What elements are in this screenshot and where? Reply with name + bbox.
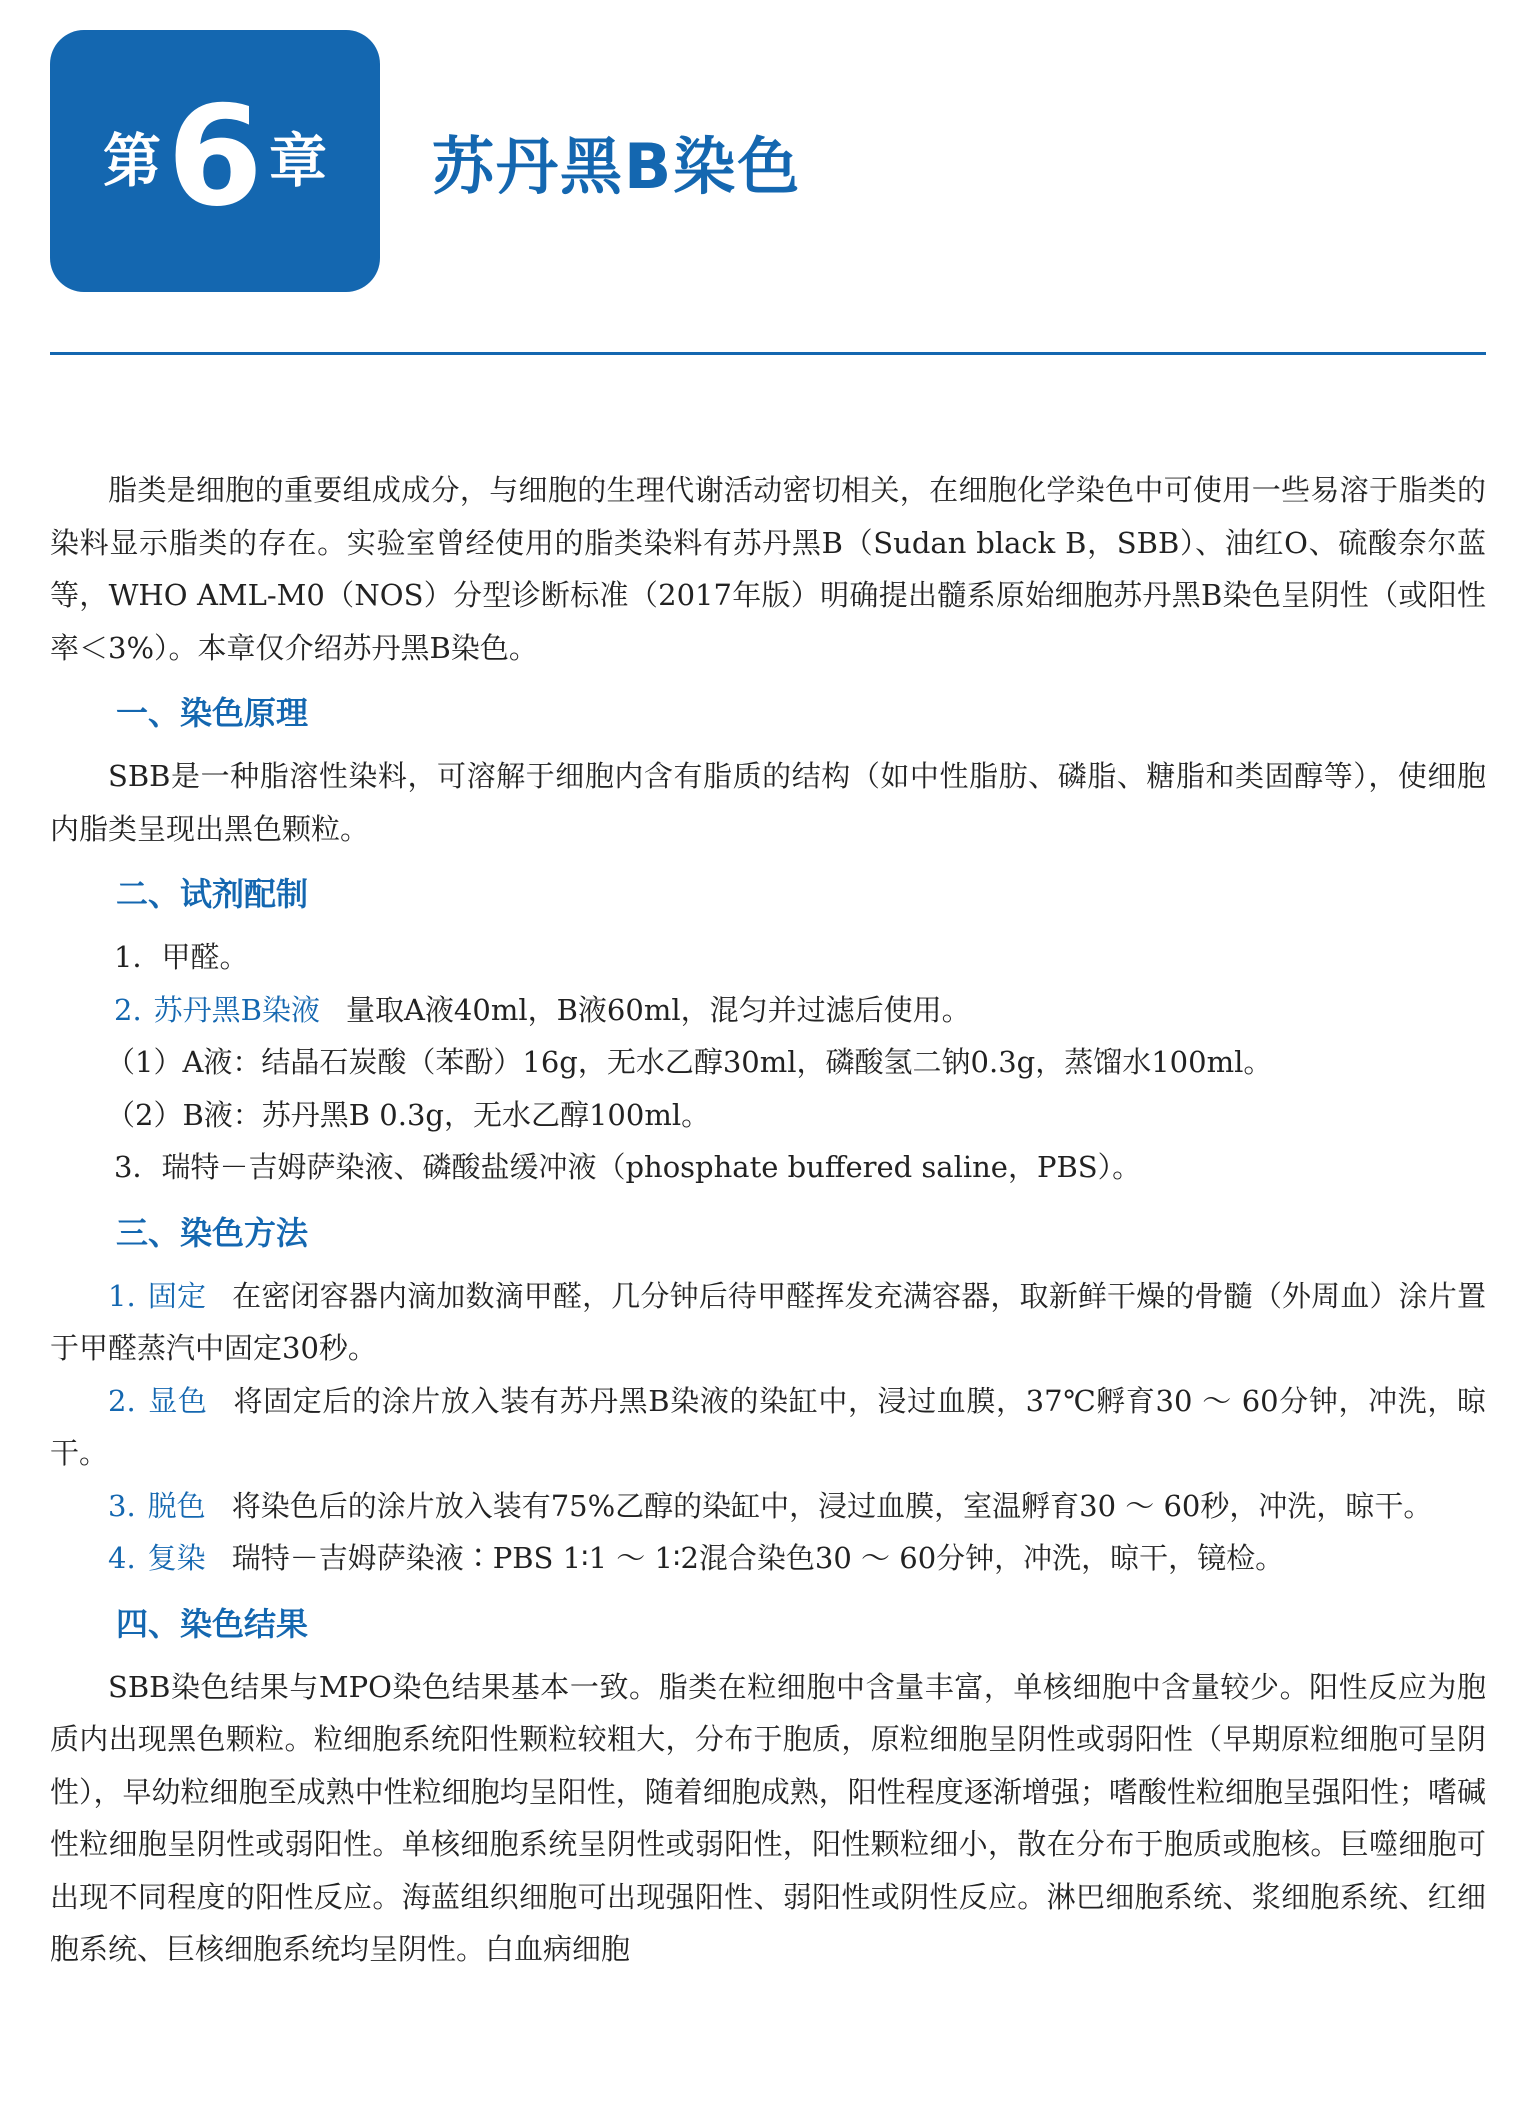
- step-number: 2.: [108, 1383, 136, 1418]
- step-title: 显色: [147, 1383, 208, 1418]
- page-body: [50, 464, 1486, 1976]
- step-number: 4.: [108, 1541, 136, 1575]
- step-title: 脱色: [147, 1488, 206, 1523]
- results-paragraph: SBB染色结果与MPO染色结果基本一致。脂类在粒细胞中含量丰富，单核细胞中含量较少。阳性反应为胞质内出现黑色颗粒。粒细胞系统阳性颗粒较粗大，分布于胞质，原粒细胞呈阴性或弱阳性（早期原粒细胞可呈阴性），早幼粒细胞至成熟中性粒细胞均呈阳性，随着细胞成熟，阳性程度逐渐增强；嗜酸性粒细胞呈强阳性；嗜碱性粒细胞呈阴性或弱阳性。单核细胞系统呈阴性或弱阳性，阳性颗粒细小，散在分布于胞质或胞核。巨噬细胞可出现不同程度的阳性反应。海蓝组织细胞可出现强阳性、弱阳性或阴性反应。淋巴细胞系统、浆细胞系统、红细胞系统、巨核细胞系统均呈阴性。白血病细胞: [50, 1669, 1486, 1966]
- chapter-prefix: 第: [102, 127, 161, 195]
- section-heading-reagents: 二、试剂配制: [116, 875, 309, 913]
- reagent-item-2-number: 2.: [114, 992, 142, 1027]
- reagent-item-2: [50, 984, 1486, 1037]
- step-text: 瑞特－吉姆萨染液∶PBS 1∶1 ～ 1∶2混合染色30 ～ 60分钟，冲洗，晾干，镜检。: [231, 1541, 1285, 1575]
- chapter-number: 6: [166, 76, 264, 237]
- reagent-item-2-text: 量取A液40ml，B液60ml，混匀并过滤后使用。: [345, 992, 971, 1027]
- step-title: 复染: [147, 1541, 206, 1575]
- step-text: 将固定后的涂片放入装有苏丹黑B染液的染缸中，浸过血膜，37℃孵育30 ～ 60分钟，冲洗，晾干。: [50, 1383, 1486, 1470]
- method-step-1: [50, 1270, 1486, 1375]
- section-heading-results: 四、染色结果: [116, 1604, 309, 1643]
- step-number: 1.: [108, 1278, 136, 1313]
- step-text: 在密闭容器内滴加数滴甲醛，几分钟后待甲醛挥发充满容器，取新鲜干燥的骨髓（外周血）涂片置于甲醛蒸汽中固定30秒。: [50, 1278, 1486, 1365]
- chapter-suffix: 章: [269, 127, 328, 195]
- chapter-title: 苏丹黑B染色: [432, 130, 802, 203]
- reagent-item-3: 3．瑞特－吉姆萨染液、磷酸盐缓冲液（phosphate buffered saline，PBS）。: [114, 1150, 1142, 1184]
- section-heading-method: 三、染色方法: [116, 1213, 309, 1252]
- method-step-3: [50, 1480, 1486, 1533]
- step-title: 固定: [147, 1278, 207, 1313]
- chapter-badge: [50, 30, 380, 292]
- step-number: 3.: [108, 1488, 136, 1523]
- section-heading-principle: 一、染色原理: [116, 694, 309, 732]
- title-divider: [50, 352, 1486, 355]
- principle-paragraph: SBB是一种脂溶性染料，可溶解于细胞内含有脂质的结构（如中性脂肪、磷脂、糖脂和类固醇等），使细胞内脂类呈现出黑色颗粒。: [50, 759, 1486, 846]
- method-step-4: [50, 1532, 1486, 1585]
- reagent-item-1: 1．甲醛。: [114, 940, 249, 974]
- reagent-sub-a: （1）A液：结晶石炭酸（苯酚）16g，无水乙醇30ml，磷酸氢二钠0.3g，蒸馏水100ml。: [106, 1045, 1273, 1079]
- reagent-item-2-title: 苏丹黑B染液: [153, 992, 320, 1027]
- reagent-sub-b: （2）B液：苏丹黑B 0.3g，无水乙醇100ml。: [106, 1097, 711, 1132]
- intro-paragraph: 脂类是细胞的重要组成成分，与细胞的生理代谢活动密切相关，在细胞化学染色中可使用一些易溶于脂类的染料显示脂类的存在。实验室曾经使用的脂类染料有苏丹黑B（Sudan black B，SBB）、油红O、硫酸奈尔蓝等，WHO AML-M0（NOS）分型诊断标准（2017年版）明确提出髓系原始细胞苏丹黑B染色呈阴性（或阳性率＜3%）。本章仅介绍苏丹黑B染色。: [50, 473, 1486, 665]
- method-step-2: [50, 1375, 1486, 1480]
- step-text: 将染色后的涂片放入装有75%乙醇的染缸中，浸过血膜，室温孵育30 ～ 60秒，冲洗，晾干。: [231, 1488, 1433, 1523]
